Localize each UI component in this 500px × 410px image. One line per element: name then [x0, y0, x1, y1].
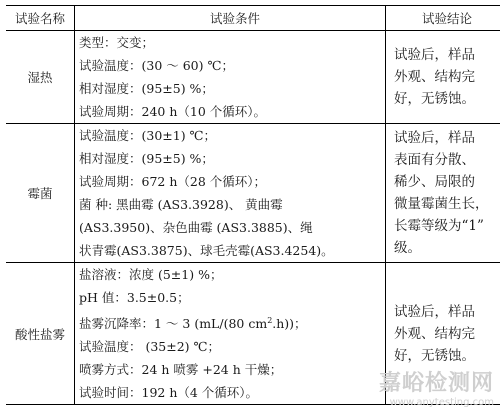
- condition-line: 菌 种: 黑曲霉 (AS3.3928)、 黄曲霉: [79, 197, 283, 212]
- table-row-mold: [6, 124, 500, 263]
- conclusion-line: 好，无锈蚀。: [394, 347, 475, 364]
- header-test-conclusion: 试验结论: [386, 6, 500, 31]
- conclusion-line: 微量霉菌生长，: [394, 196, 489, 212]
- header-test-conditions: 试验条件: [75, 6, 386, 31]
- conclusion-line: 稀少、局限的: [394, 174, 475, 190]
- condition-line: 相对湿度：(95±5) %；: [79, 81, 214, 96]
- condition-line: 试验温度：(30 ～ 60) ℃；: [79, 58, 234, 73]
- condition-line: 试验温度：(30±1) ℃；: [79, 128, 217, 143]
- header-test-name: 试验名称: [6, 6, 75, 31]
- conclusion-line: 外观、结构完: [394, 325, 475, 342]
- superscript-2: 2: [267, 316, 273, 325]
- condition-line: 类型：交变；: [79, 35, 155, 50]
- table-row-damp-heat: [6, 31, 500, 124]
- test-name-cell: 霉菌: [6, 124, 75, 263]
- condition-line: 状青霉(AS3.3875)、球毛壳霉(AS3.4254)。: [79, 243, 334, 258]
- conclusion-line: 试验后，样品: [394, 303, 475, 320]
- condition-line: 喷雾方式：24 h 喷雾 +24 h 干燥；: [79, 362, 283, 378]
- condition-line: 相对湿度：(95±5) %；: [79, 151, 214, 166]
- condition-line-salt-rate: [79, 309, 385, 335]
- salt-rate-tail: .h))；: [272, 316, 307, 332]
- conclusion-line: 外观、结构完: [394, 69, 475, 85]
- condition-line: 试验时间：192 h（4 个循环）。: [79, 385, 259, 401]
- condition-line: 试验周期：240 h（10 个循环）。: [79, 104, 267, 119]
- watermark-cn: 嘉峪检测网: [378, 371, 494, 396]
- conclusion-line: 表面有分散、: [394, 152, 475, 168]
- conclusion-line: 级。: [394, 240, 421, 256]
- condition-line: 试验周期：672 h（28 个循环）；: [79, 174, 267, 189]
- header-row: [6, 6, 500, 31]
- conclusion-line: 长霉等级为“1”: [394, 218, 484, 234]
- condition-line: pH 值：3.5±0.5；: [79, 290, 190, 305]
- test-conditions-cell: [75, 263, 386, 405]
- conclusion-line: 好，无锈蚀。: [394, 91, 475, 107]
- test-name-cell: 酸性盐雾: [6, 263, 75, 405]
- test-conclusion-cell: [386, 124, 500, 263]
- watermark-en: www.anytesting.com: [389, 397, 494, 408]
- conclusion-line: 试验后，样品: [394, 130, 475, 146]
- condition-line: 盐溶液：浓度 (5±1) %；: [79, 267, 223, 282]
- condition-line: 试验温度： (35±2) ℃；: [79, 339, 221, 355]
- test-name-cell: 湿热: [6, 31, 75, 124]
- watermark: [379, 371, 494, 408]
- test-conditions-cell: [75, 124, 386, 263]
- condition-line: (AS3.3950)、杂色曲霉 (AS3.3885)、绳: [79, 220, 313, 235]
- conclusion-line: 试验后，样品: [394, 47, 475, 63]
- salt-rate-text: 盐雾沉降率：1 ～ 3 (mL/(80 cm: [79, 316, 268, 332]
- test-conditions-cell: [75, 31, 386, 124]
- test-conclusion-cell: [386, 31, 500, 124]
- test-results-table: [6, 5, 500, 405]
